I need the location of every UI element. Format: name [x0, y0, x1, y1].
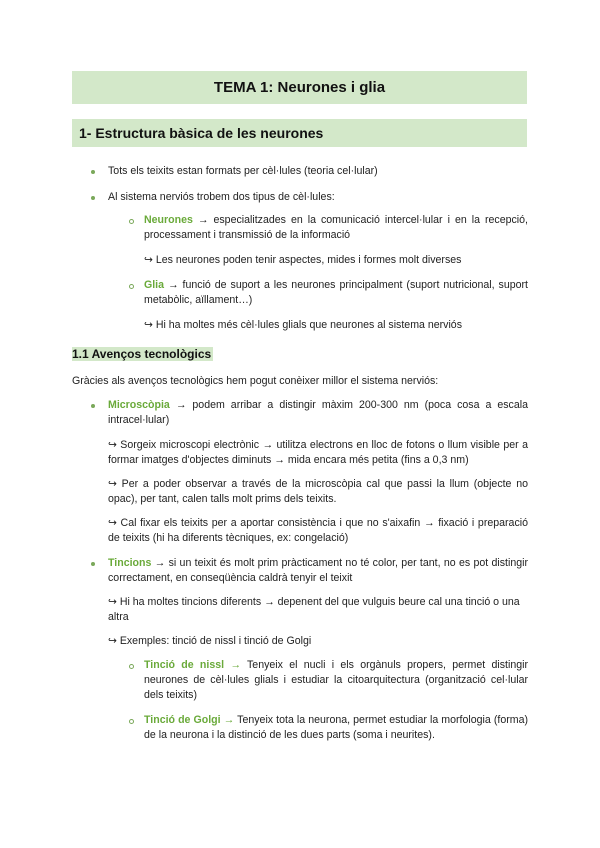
sub-bullet-icon: [129, 284, 134, 289]
nissl-term: Tinció de nissl →: [144, 659, 241, 671]
neurones-text: → especialitzades en la comunicació intercel·lular i en la recepció, processament i transmissió de la informació: [144, 214, 528, 241]
section-heading: 1- Estructura bàsica de les neurones: [72, 119, 527, 147]
neurones-note: ↪ Les neurones poden tenir aspectes, mides i formes molt diverses: [144, 254, 462, 266]
neurones-term: Neurones: [144, 214, 193, 226]
sub-bullet-icon: [129, 664, 134, 669]
bullet-icon: [91, 196, 95, 200]
bullet-icon: [91, 170, 95, 174]
golgi-item: [144, 713, 528, 743]
microscopia-text: → podem arribar a distingir màxim 200-300 nm (poca cosa a escala intracel·lular): [108, 399, 528, 426]
golgi-text: Tenyeix tota la neurona, permet estudiar la morfologia (forma) de la neurona i la distinció de les dues parts (soma i neurites).: [144, 714, 528, 741]
intro-text: Gràcies als avenços tecnològics hem pogut conèixer millor el sistema nerviós:: [72, 375, 439, 387]
bullet-text: Al sistema nerviós trobem dos tipus de cèl·lules:: [108, 191, 335, 203]
tincions-term: Tincions: [108, 557, 152, 569]
nissl-text: Tenyeix el nucli i els orgànuls propers, permet distingir neurones de cèl·lules glials i estudiar la citoarquitectura (organització cel·lular dels teixits): [144, 659, 528, 701]
microscopia-note: ↪ Cal fixar els teixits per a aportar consistència i que no s'aixafin → fixació i preparació de teixits (hi ha diferents tècniques, ex: congelació): [108, 517, 528, 544]
sub-bullet-icon: [129, 219, 134, 224]
microscopia-term: Microscòpia: [108, 399, 170, 411]
microscopia-note: ↪ Sorgeix microscopi electrònic → utilitza electrons en lloc de fotons o llum visible per a formar imatges d'objectes diminuts → mida encara més petita (fins a 0,3 nm): [108, 439, 528, 466]
microscopia-note: ↪ Per a poder observar a través de la microscòpia cal que passi la llum (objecte no opac), per tant, calen talls molt prims dels teixits.: [108, 478, 528, 505]
neurones-item: [144, 213, 528, 243]
bullet-icon: [91, 562, 95, 566]
glia-term: Glia: [144, 279, 165, 291]
tincions-text: → si un teixit és molt prim pràcticament no té color, per tant, no es pot distingir correctament, en conseqüència caldrà tenyir el teixit: [108, 557, 528, 584]
tincions-item: [108, 556, 528, 586]
bullet-icon: [91, 404, 95, 408]
glia-note: ↪ Hi ha moltes més cèl·lules glials que neurones al sistema nerviós: [144, 319, 462, 331]
tincions-note: ↪ Exemples: tinció de nissl i tinció de Golgi: [108, 635, 312, 647]
microscopia-item: [108, 398, 528, 428]
page-title: TEMA 1: Neurones i glia: [72, 71, 527, 104]
nissl-item: [144, 658, 528, 703]
golgi-term: Tinció de Golgi →: [144, 714, 235, 726]
sub-bullet-icon: [129, 719, 134, 724]
bullet-text: Tots els teixits estan formats per cèl·lules (teoria cel·lular): [108, 165, 378, 177]
subsection-heading: 1.1 Avenços tecnològics: [72, 347, 212, 361]
glia-text: → funció de suport a les neurones principalment (suport nutricional, suport metabòlic, aïllament…): [144, 279, 528, 306]
glia-item: [144, 278, 528, 308]
tincions-note: ↪ Hi ha moltes tincions diferents → depenent del que vulguis beure cal una tinció o una altra: [108, 596, 520, 623]
